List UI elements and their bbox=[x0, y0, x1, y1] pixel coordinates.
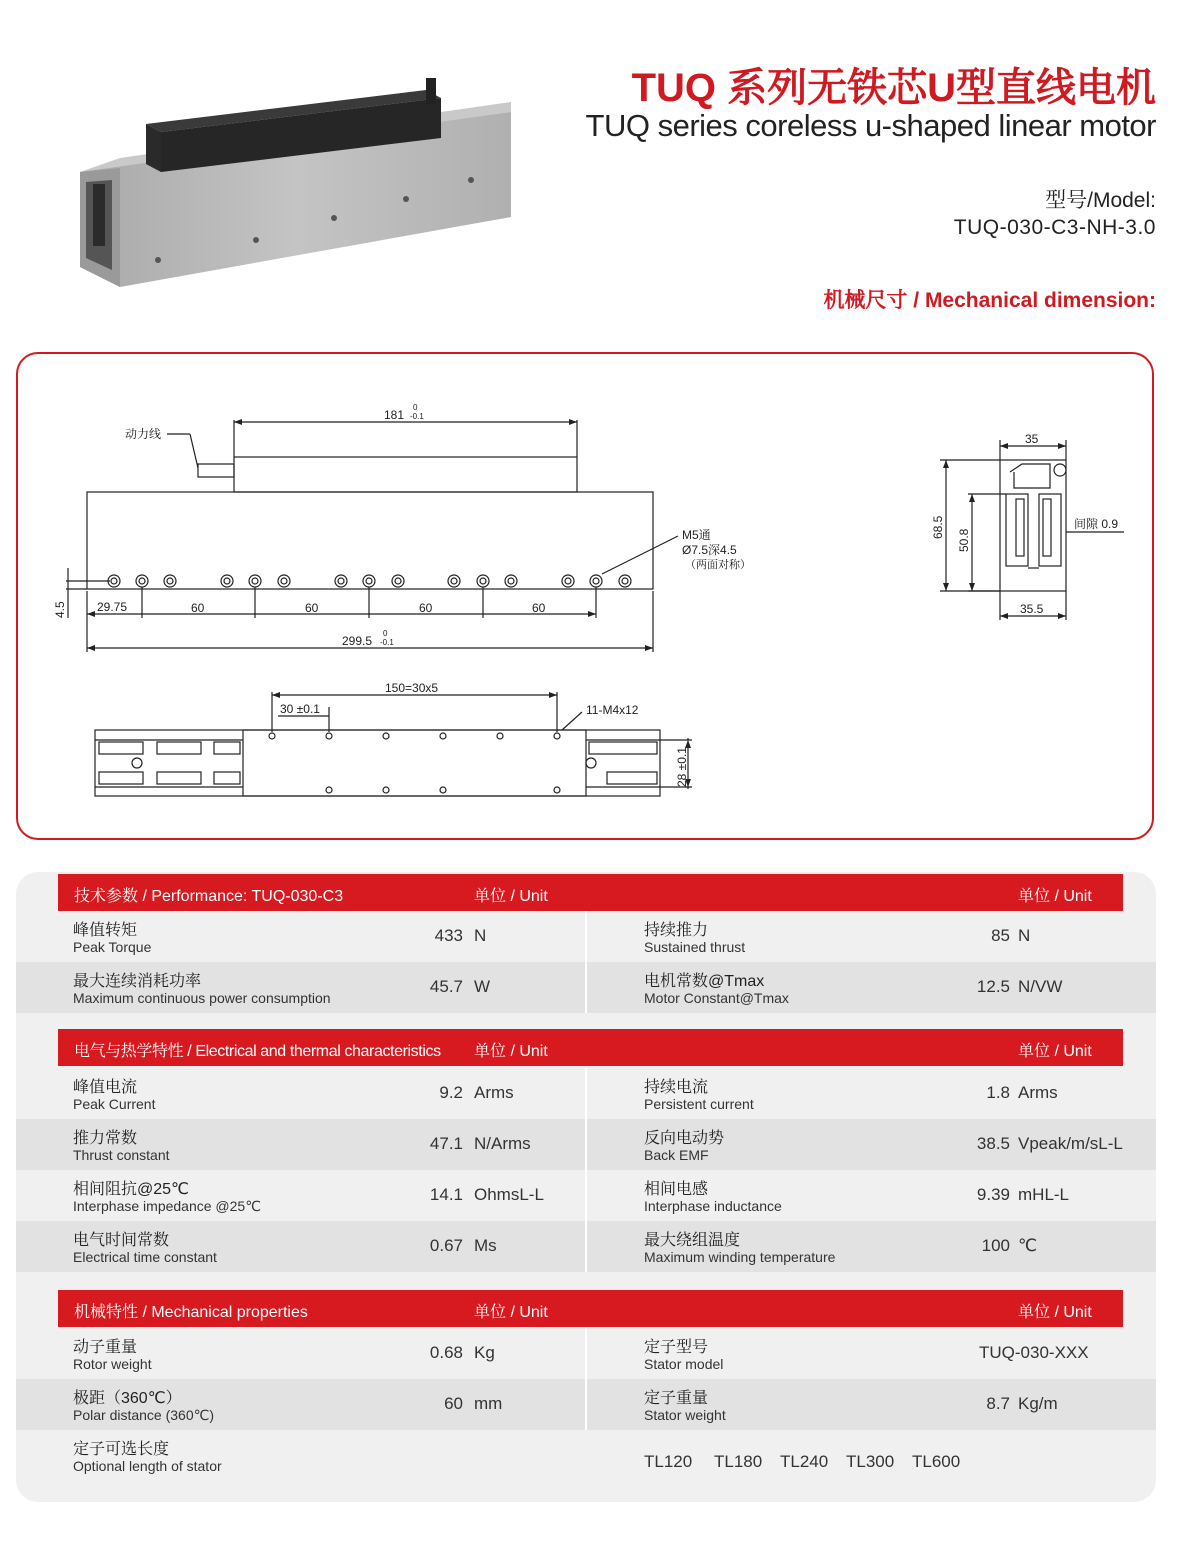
row-label-en: Polar distance (360℃) bbox=[73, 1407, 215, 1423]
row-unit: N/VW bbox=[1018, 977, 1063, 996]
label-dim-28: 28 ±0.1 bbox=[675, 747, 689, 787]
label-dim-181: 181 bbox=[384, 408, 405, 422]
row-value: 38.5 bbox=[976, 1134, 1010, 1153]
label-dim-299-tol-top: 0 bbox=[383, 629, 388, 638]
row-label-cn: 反向电动势 bbox=[644, 1130, 725, 1147]
row-unit: OhmsL-L bbox=[474, 1185, 544, 1204]
stator-option: TL180 bbox=[714, 1452, 763, 1471]
row-unit: ℃ bbox=[1018, 1236, 1038, 1255]
label-power-line: 动力线 bbox=[125, 427, 162, 441]
label-side-gap: 间隙 0.9 bbox=[1074, 517, 1119, 531]
title-en: TUQ series coreless u-shaped linear motor bbox=[585, 108, 1156, 143]
performance-header bbox=[58, 874, 1123, 911]
row-value: TUQ-030-XXX bbox=[979, 1343, 1089, 1362]
row-value: 1.8 bbox=[986, 1083, 1010, 1102]
label-dim-29-75: 29.75 bbox=[97, 600, 128, 614]
row-label-en: Electrical time constant bbox=[73, 1249, 217, 1265]
label-dim-60-a: 60 bbox=[191, 601, 205, 615]
electrical-title: 电气与热学特性 / Electrical and thermal characteristics bbox=[74, 1043, 441, 1060]
mechanical-title: 机械特性 / Mechanical properties bbox=[74, 1304, 308, 1321]
row-label-en: Stator weight bbox=[644, 1407, 726, 1423]
row-value: 45.7 bbox=[429, 977, 463, 996]
spec-tables bbox=[16, 872, 1156, 1502]
stator-option: TL600 bbox=[912, 1452, 961, 1471]
row-label-en: Sustained thrust bbox=[644, 939, 746, 955]
row-value: 12.5 bbox=[976, 977, 1010, 996]
row-unit: W bbox=[474, 977, 491, 996]
electrical-unit-right: 单位 / Unit bbox=[1018, 1043, 1092, 1060]
row-unit: Ms bbox=[474, 1236, 497, 1255]
row-label-en: Peak Torque bbox=[73, 939, 152, 955]
row-unit: Arms bbox=[474, 1083, 514, 1102]
row-value: 9.2 bbox=[439, 1083, 463, 1102]
label-side-68-5: 68.5 bbox=[931, 515, 945, 539]
performance-unit-left: 单位 / Unit bbox=[474, 888, 548, 905]
label-side-35-5: 35.5 bbox=[1020, 602, 1044, 616]
row-label-en: Motor Constant@Tmax bbox=[644, 990, 789, 1006]
mechanical-dimension-heading: 机械尺寸 / Mechanical dimension: bbox=[823, 289, 1156, 312]
model-label: 型号/Model: bbox=[1045, 189, 1156, 212]
row-value: 47.1 bbox=[429, 1134, 463, 1153]
label-side-35: 35 bbox=[1025, 432, 1039, 446]
row-label-en: Interphase impedance @25℃ bbox=[73, 1198, 261, 1214]
title-cn: TUQ 系列无铁芯U型直线电机 bbox=[631, 66, 1156, 110]
label-side-50-8: 50.8 bbox=[957, 528, 971, 552]
row-label-cn: 推力常数 bbox=[73, 1130, 138, 1147]
label-dim-4-5: 4.5 bbox=[53, 601, 67, 618]
row-label-cn: 电气时间常数 bbox=[73, 1232, 170, 1249]
row-unit: mm bbox=[474, 1394, 503, 1413]
row-value: 60 bbox=[444, 1394, 463, 1413]
row-value: 0.67 bbox=[429, 1236, 463, 1255]
mechanical-header bbox=[58, 1290, 1123, 1327]
label-dim-m4: 11-M4x12 bbox=[586, 703, 639, 717]
dimension-drawing bbox=[18, 354, 1152, 838]
row-label-cn: 峰值转矩 bbox=[73, 922, 138, 939]
row-label-en: Maximum continuous power consumption bbox=[73, 990, 331, 1006]
row-unit: Vpeak/m/sL-L bbox=[1018, 1134, 1123, 1153]
row-unit: mHL-L bbox=[1018, 1185, 1070, 1204]
row-label-en: Peak Current bbox=[73, 1096, 156, 1112]
row-unit: Arms bbox=[1018, 1083, 1058, 1102]
row-label-cn: 定子可选长度 bbox=[73, 1441, 170, 1458]
row-value: 85 bbox=[991, 926, 1010, 945]
mechanical-unit-right: 单位 / Unit bbox=[1018, 1304, 1092, 1321]
row-label-cn: 定子型号 bbox=[644, 1339, 709, 1356]
label-hole-note-3: （两面对称） bbox=[685, 559, 751, 571]
label-dim-60-c: 60 bbox=[419, 601, 433, 615]
label-hole-note-1: M5通 bbox=[682, 528, 711, 542]
row-unit: Kg bbox=[474, 1343, 495, 1362]
row-value: 100 bbox=[981, 1236, 1010, 1255]
row-label-cn: 峰值电流 bbox=[73, 1079, 138, 1096]
product-image bbox=[66, 72, 516, 292]
stator-option: TL240 bbox=[780, 1452, 829, 1471]
stator-option: TL120 bbox=[644, 1452, 693, 1471]
row-label-cn: 相间阻抗@25℃ bbox=[73, 1181, 190, 1198]
performance-title: 技术参数 / Performance: TUQ-030-C3 bbox=[74, 888, 344, 905]
row-value: 433 bbox=[434, 926, 463, 945]
row-unit: N/Arms bbox=[474, 1134, 531, 1153]
row-unit: N bbox=[474, 926, 487, 945]
label-dim-181-tol-bottom: -0.1 bbox=[410, 412, 424, 421]
row-label-en: Interphase inductance bbox=[644, 1198, 782, 1214]
label-dim-299-tol-bottom: -0.1 bbox=[380, 638, 394, 647]
stator-option: TL300 bbox=[846, 1452, 895, 1471]
label-dim-30: 30 ±0.1 bbox=[280, 702, 320, 716]
electrical-unit-left: 单位 / Unit bbox=[474, 1043, 548, 1060]
model-value: TUQ-030-C3-NH-3.0 bbox=[953, 216, 1156, 239]
row-label-en: Optional length of stator bbox=[73, 1458, 222, 1474]
dimension-drawing-panel bbox=[16, 352, 1154, 840]
row-value: 0.68 bbox=[429, 1343, 463, 1362]
row-label-cn: 相间电感 bbox=[644, 1181, 709, 1198]
row-label-en: Back EMF bbox=[644, 1147, 709, 1163]
row-value: 9.39 bbox=[976, 1185, 1010, 1204]
row-label-en: Maximum winding temperature bbox=[644, 1249, 836, 1265]
row-label-en: Stator model bbox=[644, 1356, 724, 1372]
table-row-stator-length bbox=[16, 1430, 1156, 1481]
row-value: 8.7 bbox=[986, 1394, 1010, 1413]
row-label-cn: 极距（360℃） bbox=[73, 1390, 182, 1407]
label-dim-181-tol-top: 0 bbox=[413, 403, 418, 412]
performance-unit-right: 单位 / Unit bbox=[1018, 888, 1092, 905]
row-label-en: Rotor weight bbox=[73, 1356, 152, 1372]
electrical-header bbox=[58, 1029, 1123, 1066]
row-label-cn: 最大绕组温度 bbox=[644, 1232, 741, 1249]
row-label-cn: 电机常数@Tmax bbox=[644, 973, 765, 990]
label-dim-150: 150=30x5 bbox=[385, 681, 439, 695]
label-dim-299-5: 299.5 bbox=[342, 634, 373, 648]
row-unit: Kg/m bbox=[1018, 1394, 1058, 1413]
label-dim-60-b: 60 bbox=[305, 601, 319, 615]
mechanical-unit-left: 单位 / Unit bbox=[474, 1304, 548, 1321]
row-label-cn: 持续推力 bbox=[644, 922, 709, 939]
row-label-cn: 最大连续消耗功率 bbox=[73, 973, 202, 990]
row-unit: N bbox=[1018, 926, 1031, 945]
row-value: 14.1 bbox=[429, 1185, 463, 1204]
mounting-holes bbox=[108, 575, 631, 587]
row-label-cn: 定子重量 bbox=[644, 1390, 709, 1407]
label-dim-60-d: 60 bbox=[532, 601, 546, 615]
row-label-en: Persistent current bbox=[644, 1096, 754, 1112]
label-hole-note-2: Ø7.5深4.5 bbox=[682, 543, 737, 557]
row-label-en: Thrust constant bbox=[73, 1147, 170, 1163]
row-label-cn: 持续电流 bbox=[644, 1079, 709, 1096]
row-label-cn: 动子重量 bbox=[73, 1339, 138, 1356]
